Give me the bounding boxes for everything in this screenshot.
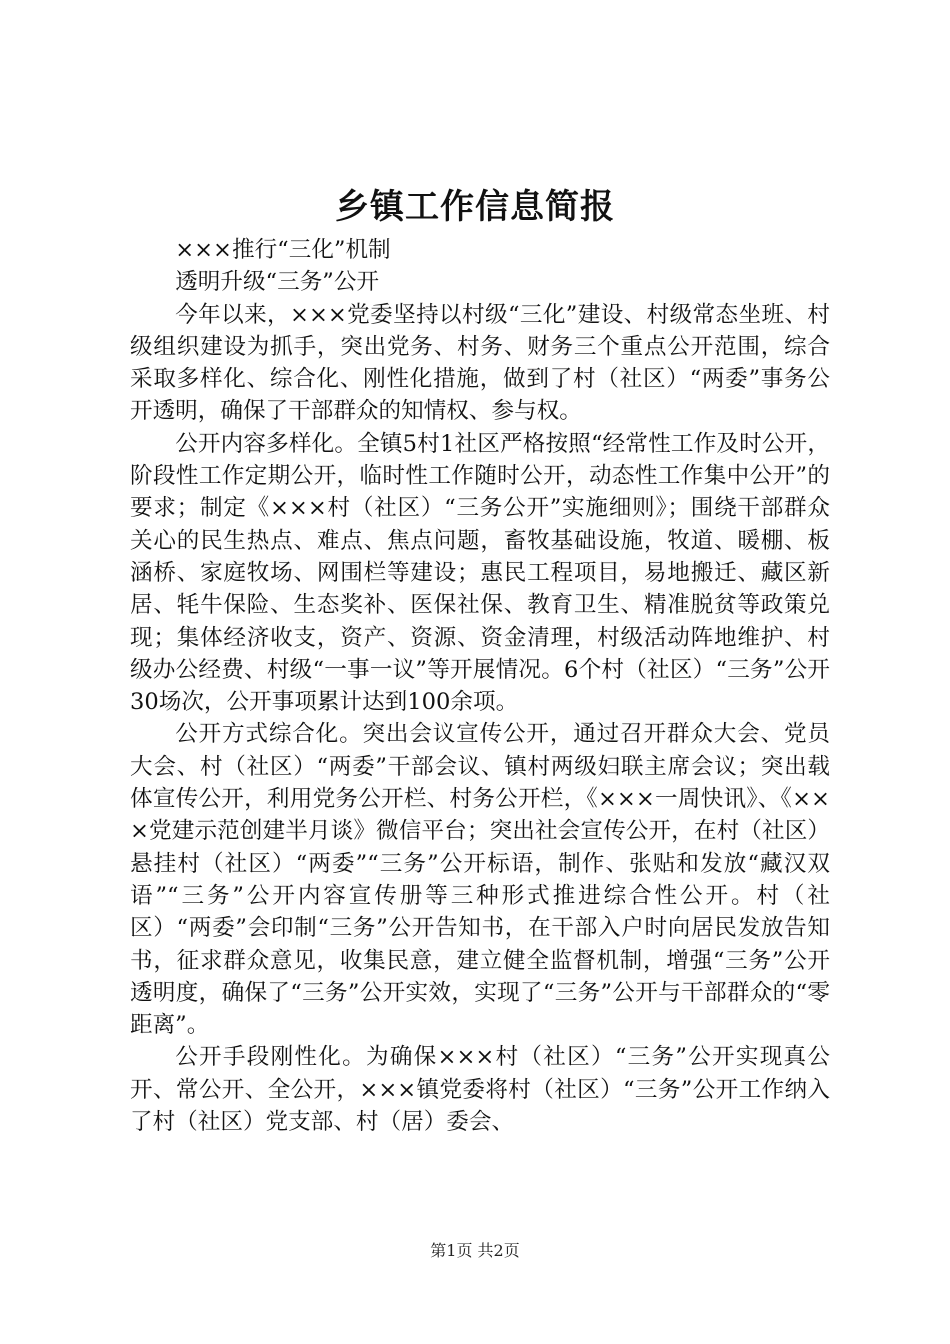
method-integration-paragraph: 公开方式综合化。突出会议宣传公开，通过召开群众大会、党员大会、村（社区）“两委”干部会议、镇村两级妇联主席会议；突出载体宣传公开，利用党务公开栏、村务公开栏，《×××一周快讯》、《×××党建示范创建半月谈》微信平台；突出社会宣传公开，在村（社区）悬挂村（社区）“两委”“三务”公开标语，制作、张贴和发放“藏汉双语”“三务”公开内容宣传册等三种形式推进综合性公开。村（社区）“两委”会印制“三务”公开告知书，在干部入户时向居民发放告知书，征求群众意见，收集民意，建立健全监督机制，增强“三务”公开透明度，确保了“三务”公开实效，实现了“三务”公开与干部群众的“零距离”。 bbox=[130, 721, 830, 1039]
document-title: 乡镇工作信息简报 bbox=[335, 187, 615, 227]
document-body bbox=[130, 234, 830, 1138]
subtitle-line-2: 透明升级“三务”公开 bbox=[175, 269, 380, 296]
subtitle-line-1: ×××推行“三化”机制 bbox=[175, 237, 391, 263]
rigid-means-paragraph: 公开手段刚性化。为确保×××村（社区）“三务”公开实现真公开、常公开、全公开，×××镇党委将村（社区）“三务”公开工作纳入了村（社区）党支部、村（居）委会、 bbox=[130, 1044, 830, 1136]
page-number-footer: 第1页 共2页 bbox=[430, 1241, 520, 1260]
content-diversification-paragraph: 公开内容多样化。全镇5村1社区严格按照“经常性工作及时公开，阶段性工作定期公开，临时性工作随时公开，动态性工作集中公开”的要求；制定《×××村（社区）“三务公开”实施细则》；围绕干部群众关心的民生热点、难点、焦点问题，畜牧基础设施，牧道、暖棚、板涵桥、家庭牧场、网围栏等建设；惠民工程项目，易地搬迁、藏区新居、牦牛保险、生态奖补、医保社保、教育卫生、精准脱贫等政策兑现；集体经济收支，资产、资源、资金清理，村级活动阵地维护、村级办公经费、村级“一事一议”等开展情况。6个村（社区）“三务”公开30场次，公开事项累计达到100余项。 bbox=[130, 430, 830, 716]
intro-paragraph: 今年以来，×××党委坚持以村级“三化”建设、村级常态坐班、村级组织建设为抓手，突出党务、村务、财务三个重点公开范围，综合采取多样化、综合化、刚性化措施，做到了村（社区）“两委”事务公开透明，确保了干部群众的知情权、参与权。 bbox=[130, 301, 830, 425]
